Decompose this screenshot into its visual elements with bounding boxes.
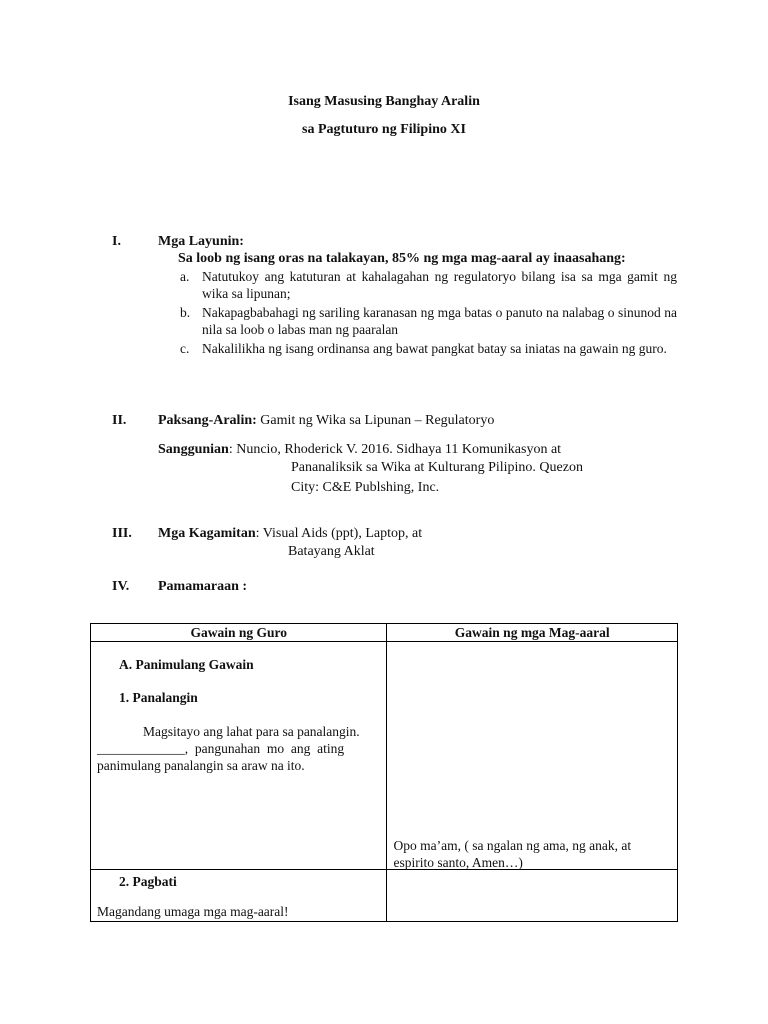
section-1-heading: Mga Layunin: bbox=[158, 234, 244, 249]
section-3-number: III. bbox=[112, 526, 132, 541]
objective-a bbox=[180, 268, 677, 302]
materials-line-2: Batayang Aklat bbox=[288, 544, 375, 559]
subsection-a-heading: A. Panimulang Gawain bbox=[119, 657, 254, 672]
teacher-column-header: Gawain ng Guro bbox=[91, 624, 387, 642]
section-4-number: IV. bbox=[112, 579, 130, 594]
section-2-line bbox=[158, 413, 494, 429]
reference-label: Sanggunian bbox=[158, 442, 229, 457]
procedure-table bbox=[90, 623, 678, 922]
item-2-heading: 2. Pagbati bbox=[119, 874, 177, 889]
objective-text: Nakapagbabahagi ng sariling karanasan ng mga batas o panuto na nalabag o sinunod na nila sa loob o labas man ng paaralan bbox=[202, 305, 677, 337]
table-row bbox=[91, 642, 678, 870]
reference-text: : Nuncio, Rhoderick V. 2016. Sidhaya 11 Komunikasyon at bbox=[228, 442, 562, 457]
objective-letter: c. bbox=[180, 341, 190, 356]
reference-line-2: Pananaliksik sa Wika at Kulturang Pilipino. Quezon bbox=[291, 460, 583, 475]
prayer-leader-blank: _____________, pangunahan mo ang ating bbox=[97, 741, 345, 756]
section-1-number: I. bbox=[112, 234, 121, 249]
students-column-header: Gawain ng mga Mag-aaral bbox=[387, 624, 678, 642]
student-response-line-2: espirito santo, Amen…) bbox=[393, 855, 523, 870]
table-row bbox=[91, 870, 678, 922]
objective-text: Nakalilikha ng isang ordinansa ang bawat pangkat batay sa iniatas na gawain ng guro. bbox=[202, 341, 667, 356]
students-cell bbox=[387, 870, 678, 922]
table-header-row bbox=[91, 624, 678, 642]
section-2-number: II. bbox=[112, 413, 127, 428]
students-cell bbox=[387, 642, 678, 870]
section-4-heading: Pamamaraan : bbox=[158, 579, 248, 594]
teacher-cell bbox=[91, 642, 387, 870]
prayer-instruction-end: panimulang panalangin sa araw na ito. bbox=[97, 758, 305, 773]
reference-line-1 bbox=[158, 442, 561, 458]
materials-text: : Visual Aids (ppt), Laptop, at bbox=[255, 526, 423, 541]
objective-c bbox=[180, 340, 677, 357]
section-3-heading: Mga Kagamitan bbox=[158, 526, 256, 541]
greeting-text: Magandang umaga mga mag-aaral! bbox=[97, 904, 289, 919]
document-title: Isang Masusing Banghay Aralin bbox=[288, 94, 480, 109]
objective-text: Natutukoy ang katuturan at kahalagahan ng regulatoryo bilang isa sa mga gamit ng wika sa lipunan; bbox=[202, 269, 677, 301]
document-subtitle: sa Pagtuturo ng Filipino XI bbox=[302, 122, 466, 137]
objective-letter: b. bbox=[180, 305, 191, 320]
topic-text: Gamit ng Wika sa Lipunan – Regulatoryo bbox=[260, 413, 495, 428]
objectives-lead: Sa loob ng isang oras na talakayan, 85% ng mga mag-aaral ay inaasahang: bbox=[178, 251, 626, 266]
student-response-line-1: Opo ma’am, ( sa ngalan ng ama, ng anak, at bbox=[393, 838, 632, 853]
item-1-heading: 1. Panalangin bbox=[119, 690, 198, 705]
teacher-cell bbox=[91, 870, 387, 922]
objective-b bbox=[180, 304, 677, 338]
prayer-instruction: Magsitayo ang lahat para sa panalangin. bbox=[143, 724, 360, 739]
section-2-heading: Paksang-Aralin: bbox=[158, 413, 257, 428]
materials-line-1 bbox=[158, 526, 422, 542]
objective-letter: a. bbox=[180, 269, 190, 284]
reference-line-3: City: C&E Publshing, Inc. bbox=[291, 480, 440, 495]
